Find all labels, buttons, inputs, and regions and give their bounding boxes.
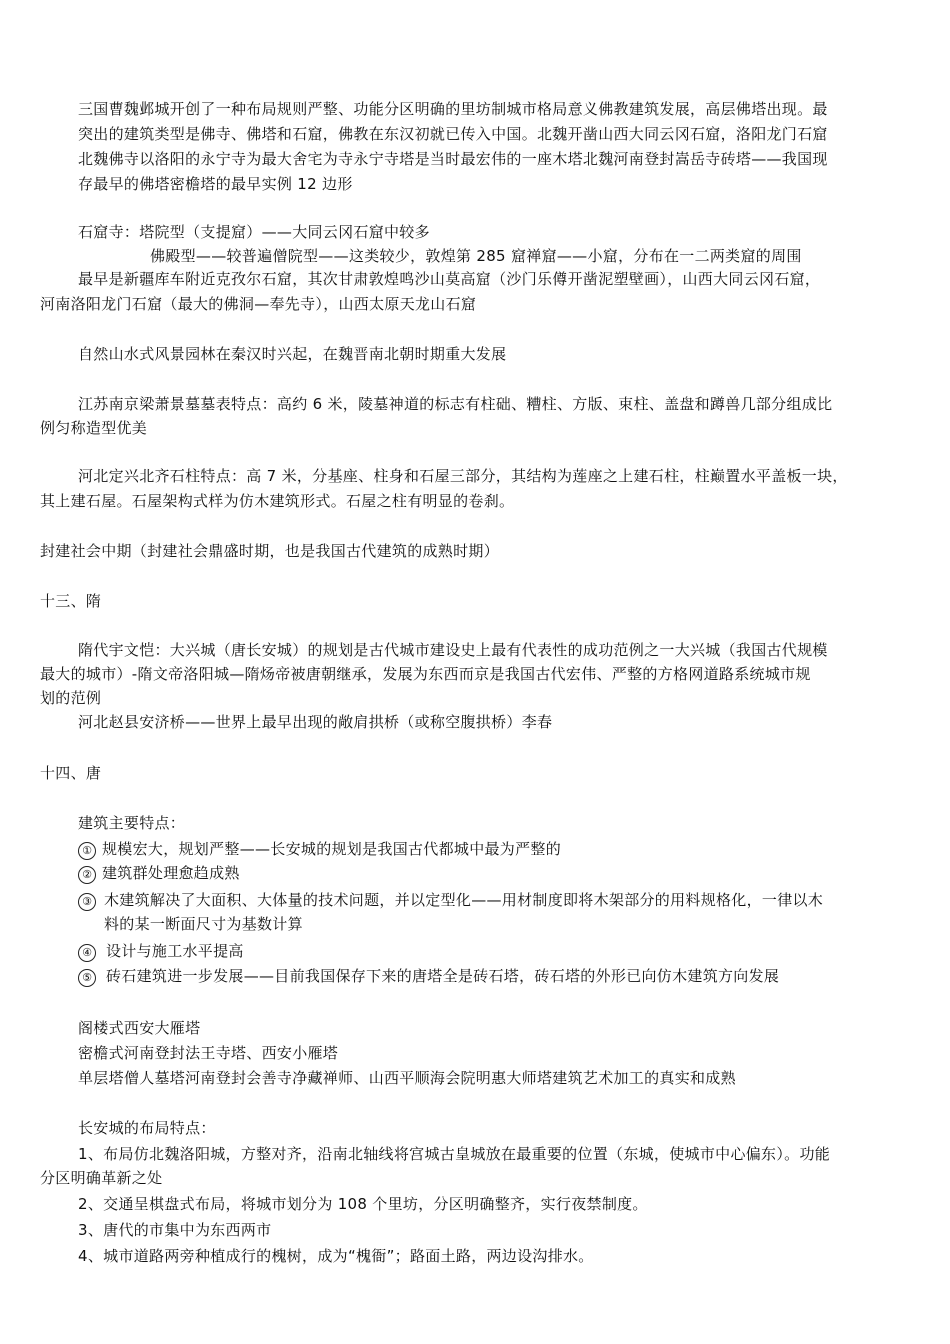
sui-para-line-1: 隋代宇文恺：大兴城（唐长安城）的规划是古代城市建设史上最有代表性的成功范例之一大兴城（我国古代规模	[78, 641, 828, 659]
grotto-temple-line-1: 石窟寺：塔院型（支提窟）——大同云冈石窟中较多	[78, 223, 430, 241]
dingxing-pillar-line-2: 其上建石屋。石屋架构式样为仿木建筑形式。石屋之柱有明显的卷刹。	[40, 492, 515, 510]
changan-point-4: 4、城市道路两旁种植成行的槐树，成为“槐衙”；路面土路，两边设沟排水。	[78, 1247, 594, 1265]
list-number-1: ①	[78, 838, 96, 860]
feature-item-2: 建筑群处理愈趋成熟	[102, 864, 240, 882]
list-number-3: ③	[78, 889, 96, 911]
pagoda-type-2: 密檐式河南登封法王寺塔、西安小雁塔	[78, 1044, 339, 1062]
list-number-2: ②	[78, 862, 96, 884]
para-1-line-3: 北魏佛寺以洛阳的永宁寺为最大舍宅为寺永宁寺塔是当时最宏伟的一座木塔北魏河南登封嵩岳寺砖塔——我国现	[78, 150, 828, 168]
pagoda-type-3: 单层塔僧人墓塔河南登封会善寺净藏禅师、山西平顺海会院明惠大师塔建筑艺术加工的真实和成熟	[78, 1069, 736, 1087]
feature-item-5: 砖石建筑进一步发展——目前我国保存下来的唐塔全是砖石塔，砖石塔的外形已向仿木建筑方向发展	[106, 967, 780, 985]
changan-layout-title: 长安城的布局特点：	[78, 1119, 216, 1137]
list-number-5: ⑤	[78, 965, 96, 987]
xiaojing-tomb-line-2: 例匀称造型优美	[40, 419, 148, 437]
grotto-temple-line-3: 最早是新疆库车附近克孜尔石窟，其次甘肃敦煌鸣沙山莫高窟（沙门乐僔开凿泥塑壁画），山西大同云冈石窟，	[78, 270, 821, 288]
para-1-line-4: 存最早的佛塔密檐塔的最早实例 12 边形	[78, 175, 353, 193]
list-number-4: ④	[78, 940, 96, 962]
feature-item-3: 木建筑解决了大面积、大体量的技术问题，并以定型化——用材制度即将木架部分的用料规格化，一律以木	[104, 891, 824, 909]
feature-item-4: 设计与施工水平提高	[106, 942, 244, 960]
dingxing-pillar-line-1: 河北定兴北齐石柱特点：高 7 米，分基座、柱身和石屋三部分，其结构为莲座之上建石柱，柱巅置水平盖板一块，	[78, 467, 848, 485]
feature-item-3-continued: 料的某一断面尺寸为基数计算	[104, 915, 303, 933]
changan-point-2: 2、交通呈棋盘式布局，将城市划分为 108 个里坊，分区明确整齐，实行夜禁制度。	[78, 1195, 648, 1213]
xiaojing-tomb-line-1: 江苏南京梁萧景墓墓表特点：高约 6 米，陵墓神道的标志有柱础、糟柱、方版、束柱、盖盘和蹲兽几部分组成比	[78, 395, 833, 413]
changan-point-1-continued: 分区明确革新之处	[40, 1169, 163, 1187]
para-1-line-1: 三国曹魏邺城开创了一种布局规则严整、功能分区明确的里坊制城市格局意义佛教建筑发展，高层佛塔出现。最	[78, 100, 828, 118]
mid-feudal-period-heading: 封建社会中期（封建社会鼎盛时期，也是我国古代建筑的成熟时期）	[40, 542, 500, 560]
feature-item-1: 规模宏大，规划严整——长安城的规划是我国古代都城中最为严整的	[102, 840, 562, 858]
section-heading-tang: 十四、唐	[40, 764, 102, 782]
section-heading-sui: 十三、隋	[40, 592, 102, 610]
grotto-temple-line-2: 佛殿型——较普遍僧院型——这类较少，敦煌第 285 窟禅窟——小窟，分布在一二两类窟的周围	[150, 247, 802, 265]
sui-para-line-4: 河北赵县安济桥——世界上最早出现的敞肩拱桥（或称空腹拱桥）李春	[78, 713, 553, 731]
para-1-line-2: 突出的建筑类型是佛寺、佛塔和石窟，佛教在东汉初就已传入中国。北魏开凿山西大同云冈石窟，洛阳龙门石窟	[78, 125, 828, 143]
grotto-temple-line-4: 河南洛阳龙门石窟（最大的佛洞—奉先寺），山西太原天龙山石窟	[40, 295, 477, 313]
changan-point-3: 3、唐代的市集中为东西两市	[78, 1221, 272, 1239]
landscape-garden-paragraph: 自然山水式风景园林在秦汉时兴起，在魏晋南北朝时期重大发展	[78, 345, 507, 363]
sui-para-line-3: 划的范例	[40, 689, 102, 707]
changan-point-1: 1、布局仿北魏洛阳城，方整对齐，沿南北轴线将宫城古皇城放在最重要的位置（东城，使城市中心偏东）。功能	[78, 1145, 831, 1163]
features-title: 建筑主要特点：	[78, 814, 186, 832]
sui-para-line-2: 最大的城市）-隋文帝洛阳城—隋炀帝被唐朝继承，发展为东西而京是我国古代宏伟、严整的方格网道路系统城市规	[40, 665, 811, 683]
pagoda-type-1: 阁楼式西安大雁塔	[78, 1019, 201, 1037]
